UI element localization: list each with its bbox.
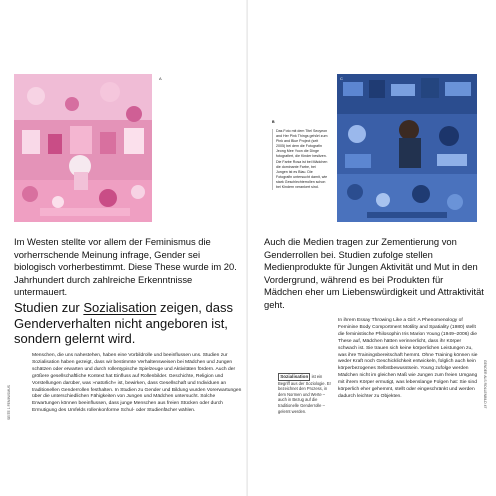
blue-things-photo (337, 74, 477, 222)
pull-quote-end: zeigen, dass Genderverhalten nicht angeboren ist, sondern gelernt wird. (14, 300, 233, 347)
figure-letter-c: C (340, 76, 343, 81)
sidebar-definition: ist ein Begriff aus der Soziologie. Er bezeichnet den Prozess, in dem Normen und Werte – auch in Bezug auf die traditionelle Genderrolle – gelernt werden. (278, 374, 331, 414)
pull-quote (14, 300, 242, 347)
left-folio: SEITE 1 FEMINISMUS (7, 385, 11, 420)
caption-text: Das Foto mit dem Titel Seoyeon and Her Pink Things gehört zum Pink and Blue Project (seit 2005) bei dem die Fotografin Jeong Mee Yoon die Dinge fotografiert, die Kinder besitzen. Die Farbe Rosa ist bei Mädchen die dominante Farbe, bei Jungen ist es Blau. Die Fotografin untersucht damit, wie stark Geschlechterrollen schon bei Kindern verankert sind. (272, 129, 328, 190)
left-body-text: Menschen, die uns nahestehen, haben eine Vorbildrolle und beeinflussen uns. Studien zur Sozialisation haben gezeigt, dass wir bestimmte Verhaltensweisen bei Mädchen und Jungen schätzen oder erwarten und durch rollentypische Spielzeuge und Aktivitäten fördern. Auch der größere gesellschaftliche Kontext hat Einfluss auf Rollenbilder. Geschichte, Religion und Vorstellungen darüber, was »natürlich« ist, bewirken, dass Gesellschaft und Individuen an traditionellen Genderrollen festhalten. In Studien zu Gender und Bildung wurden Vorerwartungen über die unterschiedlichen Fähigkeiten von Jungen und Mädchen untersucht. Solche Erwartungen können beeinflussen, dass junge Menschen aus freien Stücken oder durch Ermutigung des Umfelds rollenkonforme Schul- oder Studienfächer wählen. (32, 353, 242, 414)
photo-caption (272, 110, 328, 190)
pull-quote-highlight: Sozialisation (83, 300, 157, 315)
right-lead-paragraph: Auch die Medien tragen zur Zementierung von Genderrollen bei. Studien zufolge stellen Medienprodukte für Jungen Aktivität und Mut in den Vordergrund, während es bei Produkten für Mädchen eher um Liebenswürdigkeit und Attraktivität geht. (264, 236, 484, 310)
sidebar-term: Sozialisation (278, 373, 310, 381)
caption-letter: B (272, 120, 275, 124)
figure-letter-a: A (159, 76, 162, 81)
pull-quote-start: Studien zur (14, 300, 84, 315)
left-lead-paragraph: Im Westen stellte vor allem der Feminismus die vorherrschende Meinung infrage, Gender sei biologisch vorherbestimmt. Diese These wurde im 20. Jahrhundert durch zahlreiche Erkenntnisse untermauert. (14, 236, 237, 298)
pink-things-photo (14, 74, 152, 222)
definition-sidebar (278, 373, 334, 414)
sidebar-text (278, 373, 334, 414)
right-body-text: In ihrem Essay Throwing Like a Girl: A Phenomenology of Feminine Body Comportment Motility and Spatiality (1980) stellt die feministische Philosophin Iris Marion Young (1949–2006) die These auf, Mädchen hätten verinnerlicht, dass ihr Körper schwach ist. Sie trauen sich keine körperlichen Leistungen zu, was ihre Trainingsbereitschaft hemmt. Ohne Training können sie weder Kraft noch Geschicklichkeit entwickeln, folglich auch kein körperbezogenes Selbstbewusstsein. Young zufolge werden Mädchen nicht im gleichen Maß wie Jungen zum freien Umgang mit ihrem Körper ermutigt, was lebenslange Folgen hat: Sie sind körperlich eher gehemmt, stellt oder eingeschränkt und werden dadurch leichter zu Objekten. (338, 318, 478, 399)
right-folio: GENDER ALS ROLLENBILD 47 (483, 360, 487, 409)
